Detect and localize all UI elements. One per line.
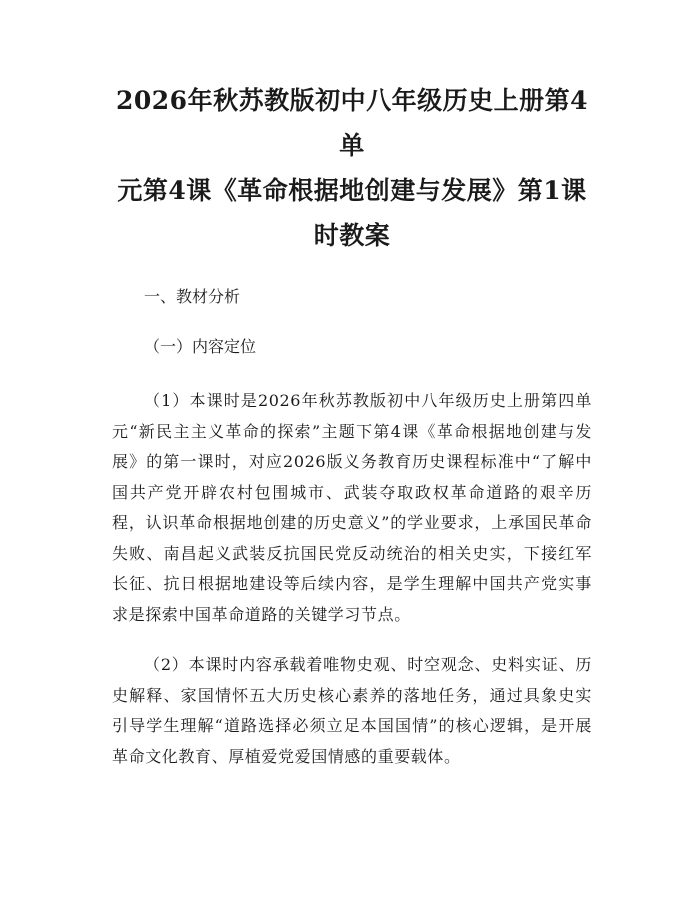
title-line: 时教案 xyxy=(313,221,391,250)
title-line: 元第4课《革命根据地创建与发展》第1课 xyxy=(117,176,587,205)
body-paragraph: （2）本课时内容承载着唯物史观、时空观念、史料实证、历史解释、家国情怀五大历史核心素养的落地任务，通过具象史实引导学生理解“道路选择必须立足本国国情”的核心逻辑，是开展革命文化教育、厚植爱党爱国情感的重要载体。 xyxy=(112,655,592,766)
section-heading: 一、教材分析 xyxy=(144,287,241,306)
body-paragraph: （1）本课时是2026年秋苏教版初中八年级历史上册第四单元“新民主主义革命的探索”主题下第4课《革命根据地创建与发展》的第一课时，对应2026版义务教育历史课程标准中“了解中国共产党开辟农村包围城市、武装夺取政权革命道路的艰辛历程，认识革命根据地创建的历史意义”的学业要求，上承国民革命失败、南昌起义武装反抗国民党反动统治的相关史实，下接红军长征、抗日根据地建设等后续内容，是学生理解中国共产党实事求是探索中国革命道路的关键学习节点。 xyxy=(112,391,592,624)
title-line: 2026年秋苏教版初中八年级历史上册第4单 xyxy=(116,86,588,160)
document-title xyxy=(112,78,592,258)
subsection-heading: （一）内容定位 xyxy=(144,337,257,356)
